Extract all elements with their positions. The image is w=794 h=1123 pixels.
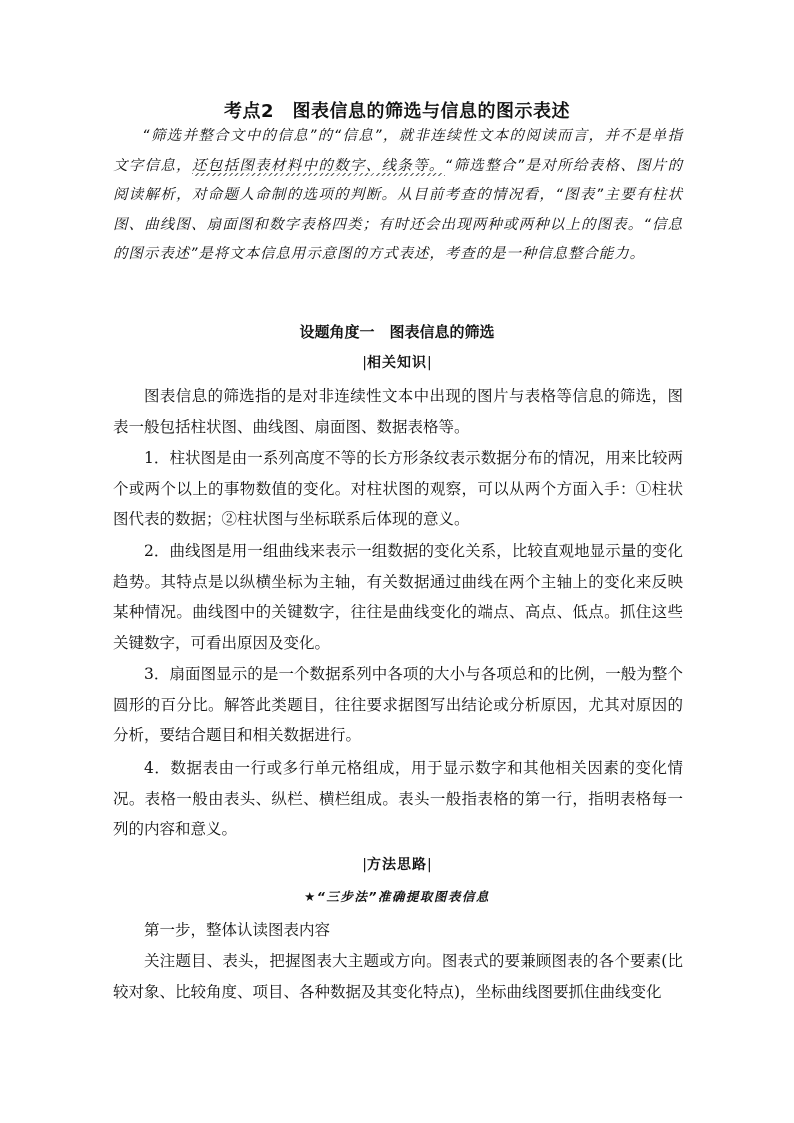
intro-rest: “筛选整合”是对所给表格、图片的阅读解析，对命题人命制的选项的判断。从目前考查的情况看，“图表”主要有柱状图、曲线图、扇面图和数字表格四类；有时还会出现两种或两种以上的图表。“信息的图示表述”是将文本信息用示意图的方式表述，考查的是一种信息整合能力。 xyxy=(113,157,683,263)
tag-knowledge-label: 相关知识 xyxy=(367,355,427,371)
tag-method: |方法思路| xyxy=(362,857,432,873)
step1-heading: 第一步，整体认读图表内容 xyxy=(144,921,331,939)
paragraph-line-chart: 2．曲线图是用一组曲线来表示一组数据的变化关系，比较直观地显示量的变化趋势。其特点是以纵横坐标为主轴，有关数据通过曲线在两个主轴上的变化来反映某种情况。曲线图中的关键数字，往往是曲线变化的端点、高点、低点。抓住这些关键数字，可看出原因及变化。 xyxy=(113,542,683,652)
paragraph-pie-chart: 3．扇面图显示的是一个数据系列中各项的大小与各项总和的比例，一般为整个圆形的百分比。解答此类题目，往往要求据图写出结论或分析原因，尤其对原因的分析，要结合题目和相关数据进行。 xyxy=(113,665,683,744)
paragraph-intro: 图表信息的筛选指的是对非连续性文本中出现的图片与表格等信息的筛选，图表一般包括柱状图、曲线图、扇面图、数据表格等。 xyxy=(113,387,683,436)
tag-knowledge: |相关知识| xyxy=(362,355,432,371)
page-title: 考点2 图表信息的筛选与信息的图示表述 xyxy=(223,101,571,122)
intro-paragraph xyxy=(113,122,683,270)
star-heading: ★“三步法”准确提取图表信息 xyxy=(304,889,490,904)
section-title: 设题角度一 图表信息的筛选 xyxy=(299,323,495,341)
intro-wavy-underline: 还包括图表材料中的数字、线条等。 xyxy=(191,157,445,174)
intro-lead: “筛选并整合文中的信息”的“信息”，就非连续性文本的阅读而言，并不是单指文字信息， xyxy=(113,128,683,174)
tag-method-label: 方法思路 xyxy=(367,857,427,873)
paragraph-bar-chart: 1．柱状图是由一系列高度不等的长方形条纹表示数据分布的情况，用来比较两个或两个以上的事物数值的变化。对柱状图的观察，可以从两个方面入手：①柱状图代表的数据；②柱状图与坐标联系后体现的意义。 xyxy=(113,449,683,528)
step1-paragraph: 关注题目、表头，把握图表大主题或方向。图表式的要兼顾图表的各个要素(比较对象、比较角度、项目、各种数据及其变化特点)，坐标曲线图要抓住曲线变化 xyxy=(113,952,683,1001)
paragraph-data-table: 4．数据表由一行或多行单元格组成，用于显示数字和其他相关因素的变化情况。表格一般由表头、纵栏、横栏组成。表头一般指表格的第一行，指明表格每一列的内容和意义。 xyxy=(113,759,683,838)
